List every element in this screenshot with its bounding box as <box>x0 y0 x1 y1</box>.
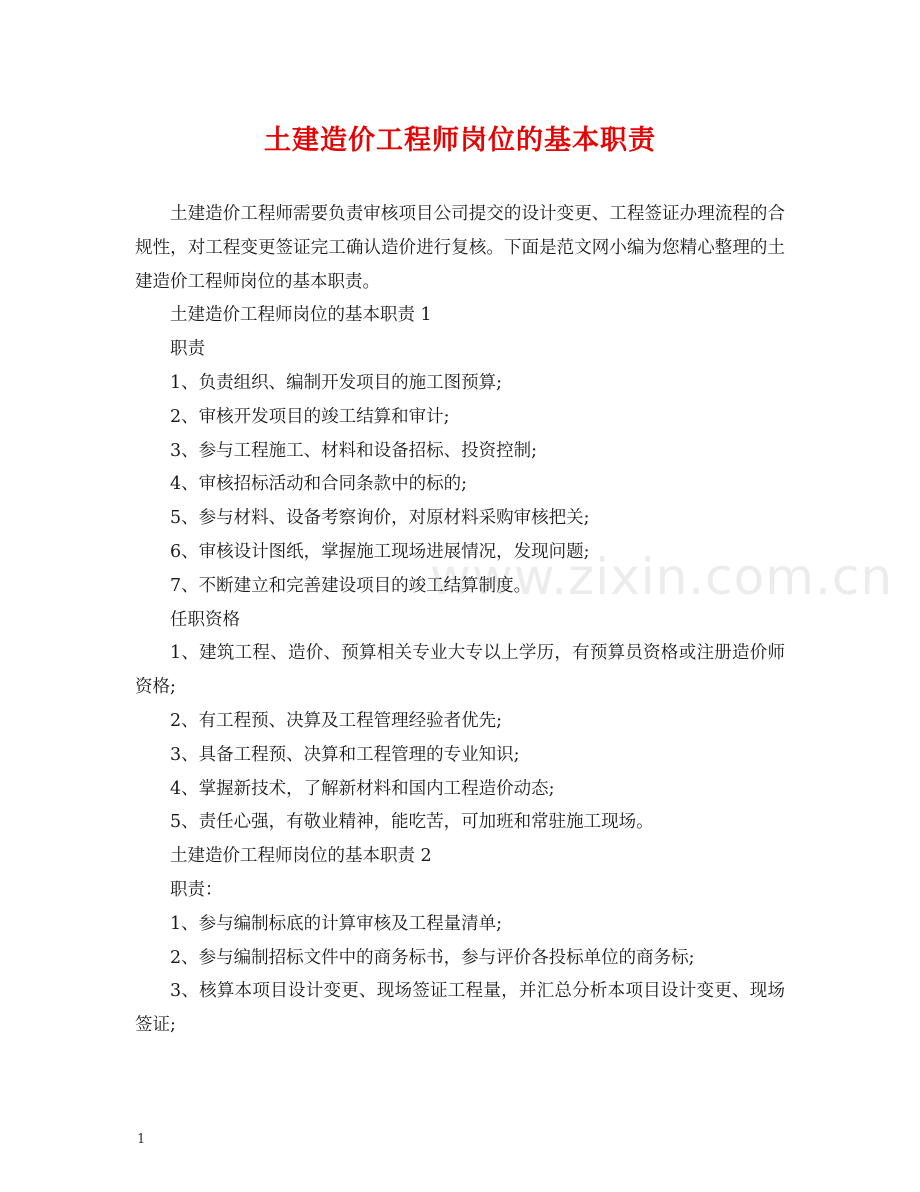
list-item: 6、审核设计图纸，掌握施工现场进展情况，发现问题; <box>170 541 590 562</box>
section-heading-2: 土建造价工程师岗位的基本职责 2 <box>170 846 432 867</box>
section-heading-1: 土建造价工程师岗位的基本职责 1 <box>170 305 432 326</box>
list-item: 4、掌握新技术，了解新材料和国内工程造价动态; <box>170 778 555 799</box>
list-item: 1、参与编制标底的计算审核及工程量清单; <box>170 913 503 934</box>
subheading-duties-2: 职责： <box>170 879 223 900</box>
subheading-duties: 职责 <box>170 339 205 360</box>
list-item: 2、参与编制招标文件中的商务标书，参与评价各投标单位的商务标; <box>170 947 695 968</box>
intro-paragraph: 土建造价工程师需要负责审核项目公司提交的设计变更、工程签证办理流程的合规性，对工程变更签证完工确认造价进行复核。下面是范文网小编为您精心整理的土建造价工程师岗位的基本职责。 <box>135 204 785 292</box>
list-item: 2、有工程预、决算及工程管理经验者优先; <box>170 710 503 731</box>
list-item: 3、具备工程预、决算和工程管理的专业知识; <box>170 744 520 765</box>
list-item: 1、建筑工程、造价、预算相关专业大专以上学历，有预算员资格或注册造价师资格; <box>135 643 785 698</box>
page-number: 1 <box>137 1132 146 1147</box>
list-item: 7、不断建立和完善建设项目的竣工结算制度。 <box>170 575 532 596</box>
document-body <box>135 198 785 1043</box>
document-title: 土建造价工程师岗位的基本职责 <box>264 125 656 156</box>
list-item: 5、参与材料、设备考察询价，对原材料采购审核把关; <box>170 508 590 529</box>
watermark: www.zixin.com.cn <box>430 548 894 606</box>
list-item: 1、负责组织、编制开发项目的施工图预算; <box>170 372 503 393</box>
subheading-qualifications: 任职资格 <box>170 609 240 630</box>
list-item: 5、责任心强，有敬业精神，能吃苦，可加班和常驻施工现场。 <box>170 812 654 833</box>
list-item: 2、审核开发项目的竣工结算和审计; <box>170 406 450 427</box>
list-item: 3、核算本项目设计变更、现场签证工程量，并汇总分析本项目设计变更、现场签证; <box>135 981 785 1036</box>
list-item: 3、参与工程施工、材料和设备招标、投资控制; <box>170 440 538 461</box>
list-item: 4、审核招标活动和合同条款中的标的; <box>170 474 468 495</box>
